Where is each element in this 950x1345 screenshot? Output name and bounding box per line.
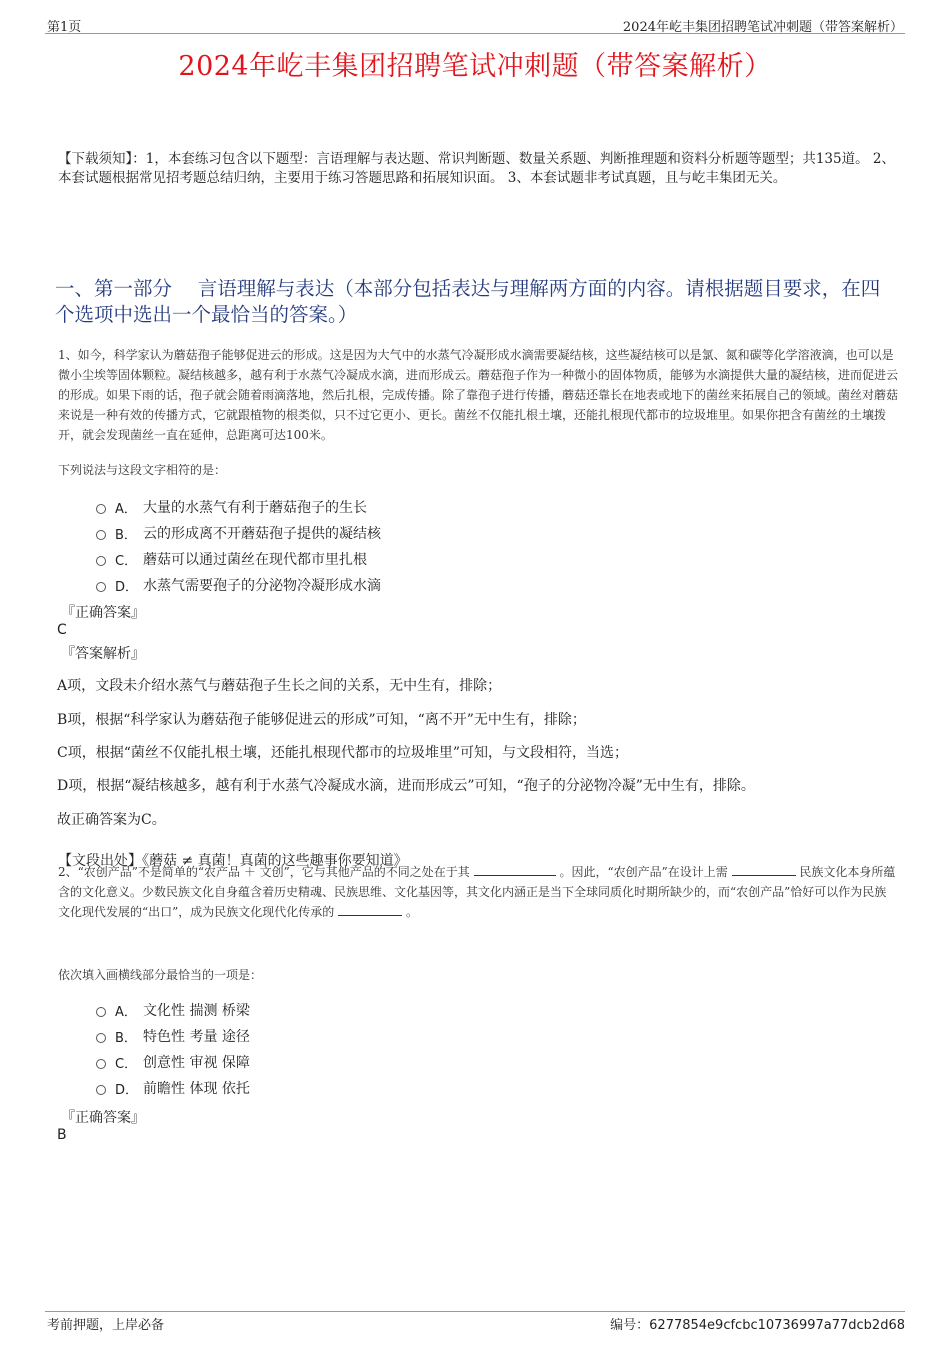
- passage-part-3: 民族文化本身所蕴含的文化意义。少数民族文化自身蕴含着历史精魂、民族思维、文化基因等，其文化内涵正是当下全球同质化时期所缺少的，而“农创产品”恰好可以作为民族文化现代发展的“出口”，成为民族文化现代化传承的: [58, 865, 896, 919]
- footer-code-value: 6277854e9cfcbc10736997a77dcb2d68: [649, 1318, 905, 1333]
- radio-icon[interactable]: [96, 1007, 106, 1017]
- option-text: 特色性 考量 途径: [143, 1029, 250, 1045]
- question-2-answer-label: 『正确答案』: [61, 1110, 145, 1126]
- passage-part-4: 。: [405, 905, 418, 919]
- option-letter: D．: [115, 579, 139, 595]
- option-letter: A．: [115, 1004, 137, 1020]
- question-1-options: [96, 494, 796, 598]
- question-2-option-c[interactable]: [96, 1049, 796, 1075]
- question-1-option-b[interactable]: [96, 520, 796, 546]
- header-divider: [45, 33, 905, 34]
- analysis-line-d: D项，根据“凝结核越多，越有利于水蒸气冷凝成水滴，进而形成云”可知，“孢子的分泌物冷凝”无中生有，排除。: [57, 778, 755, 794]
- passage-part-2: 。因此，“农创产品”在设计上需: [559, 865, 728, 879]
- footer-code: [610, 1314, 905, 1333]
- question-1-answer-label: 『正确答案』: [61, 605, 145, 621]
- question-1-prompt: 下列说法与这段文字相符的是：: [58, 463, 227, 477]
- analysis-conclusion: 故正确答案为C。: [57, 812, 166, 828]
- header-doc-title: 2024年屹丰集团招聘笔试冲刺题（带答案解析）: [622, 20, 903, 35]
- question-2-answer: B: [57, 1127, 67, 1143]
- option-text: 创意性 审视 保障: [143, 1055, 250, 1071]
- footer-slogan: 考前押题，上岸必备: [47, 1318, 165, 1333]
- radio-icon[interactable]: [96, 530, 106, 540]
- radio-icon[interactable]: [96, 556, 106, 566]
- question-1-answer: C: [57, 622, 67, 638]
- blank-1: [474, 863, 556, 876]
- question-1-option-d[interactable]: [96, 572, 796, 598]
- analysis-line-a: A项，文段未介绍水蒸气与蘑菇孢子生长之间的关系，无中生有，排除；: [57, 678, 502, 694]
- question-2-options: [96, 997, 796, 1101]
- question-2-option-a[interactable]: [96, 997, 796, 1023]
- question-2-option-b[interactable]: [96, 1023, 796, 1049]
- radio-icon[interactable]: [96, 1033, 106, 1043]
- radio-icon[interactable]: [96, 582, 106, 592]
- analysis-line-b: B项，根据“科学家认为蘑菇孢子能够促进云的形成”可知，“离不开”无中生有，排除；: [57, 712, 586, 728]
- footer-divider: [45, 1311, 905, 1312]
- question-2-option-d[interactable]: [96, 1075, 796, 1101]
- question-1-option-c[interactable]: [96, 546, 796, 572]
- option-text: 文化性 揣测 桥梁: [143, 1003, 250, 1019]
- option-letter: C．: [115, 553, 138, 569]
- radio-icon[interactable]: [96, 1059, 106, 1069]
- question-2-prompt: 依次填入画横线部分最恰当的一项是：: [58, 968, 263, 982]
- question-1-option-a[interactable]: [96, 494, 796, 520]
- option-text: 蘑菇可以通过菌丝在现代都市里扎根: [143, 552, 367, 568]
- option-text: 云的形成离不开蘑菇孢子提供的凝结核: [143, 526, 381, 542]
- option-text: 水蒸气需要孢子的分泌物冷凝形成水滴: [143, 578, 381, 594]
- question-1-passage: 1、如今，科学家认为蘑菇孢子能够促进云的形成。这是因为大气中的水蒸气冷凝形成水滴需要凝结核，这些凝结核可以是氯、氮和碳等化学溶液滴，也可以是微小尘埃等固体颗粒。凝结核越多，越有利于水蒸气冷凝成水滴，进而形成云。蘑菇孢子作为一种微小的固体物质，能够为水滴提供大量的凝结核，进而促进云的形成。如果下雨的话，孢子就会随着雨滴落地，然后扎根，完成传播。除了靠孢子进行传播，蘑菇还靠长在地表或地下的菌丝来拓展自己的领域。菌丝对蘑菇来说是一种有效的传播方式，它就跟植物的根类似，只不过它更小、更长。菌丝不仅能扎根土壤，还能扎根现代都市的垃圾堆里。如果你把含有菌丝的土壤拨开，就会发现菌丝一直在延伸，总距离可达100米。: [58, 348, 899, 442]
- question-1-source: 【文段出处】《蘑菇 ≠ 真菌！真菌的这些趣事你要知道》: [58, 853, 408, 869]
- option-text: 前瞻性 体现 依托: [143, 1081, 250, 1097]
- analysis-line-c: C项，根据“菌丝不仅能扎根土壤，还能扎根现代都市的垃圾堆里”可知，与文段相符，当选；: [57, 745, 629, 761]
- blank-2: [732, 863, 796, 876]
- page-title: 2024年屹丰集团招聘笔试冲刺题（带答案解析）: [178, 51, 772, 82]
- footer-code-label: 编号：: [610, 1318, 650, 1333]
- option-letter: D．: [115, 1082, 139, 1098]
- option-letter: C．: [115, 1056, 138, 1072]
- radio-icon[interactable]: [96, 504, 106, 514]
- passage-part-1: 2、“农创产品”不是简单的“农产品 ＋ 文创”，它与其他产品的不同之处在于其: [58, 865, 470, 879]
- question-1-analysis-label: 『答案解析』: [61, 646, 145, 662]
- section-heading: 一、第一部分 言语理解与表达（本部分包括表达与理解两方面的内容。请根据题目要求，在四个选项中选出一个最恰当的答案。）: [55, 277, 881, 326]
- blank-3: [338, 903, 402, 916]
- option-letter: B．: [115, 527, 137, 543]
- radio-icon[interactable]: [96, 1085, 106, 1095]
- question-2-passage: [58, 862, 898, 922]
- header-page-number: 第1页: [47, 20, 82, 35]
- download-notice: 【下载须知】：1，本套练习包含以下题型：言语理解与表达题、常识判断题、数量关系题、判断推理题和资料分析题等题型；共135道。 2、本套试题根据常见招考题总结归纳，主要用于练习答题思路和拓展知识面。 3、本套试题非考试真题，且与屹丰集团无关。: [58, 151, 895, 186]
- option-letter: B．: [115, 1030, 137, 1046]
- option-text: 大量的水蒸气有利于蘑菇孢子的生长: [143, 500, 367, 516]
- option-letter: A．: [115, 501, 137, 517]
